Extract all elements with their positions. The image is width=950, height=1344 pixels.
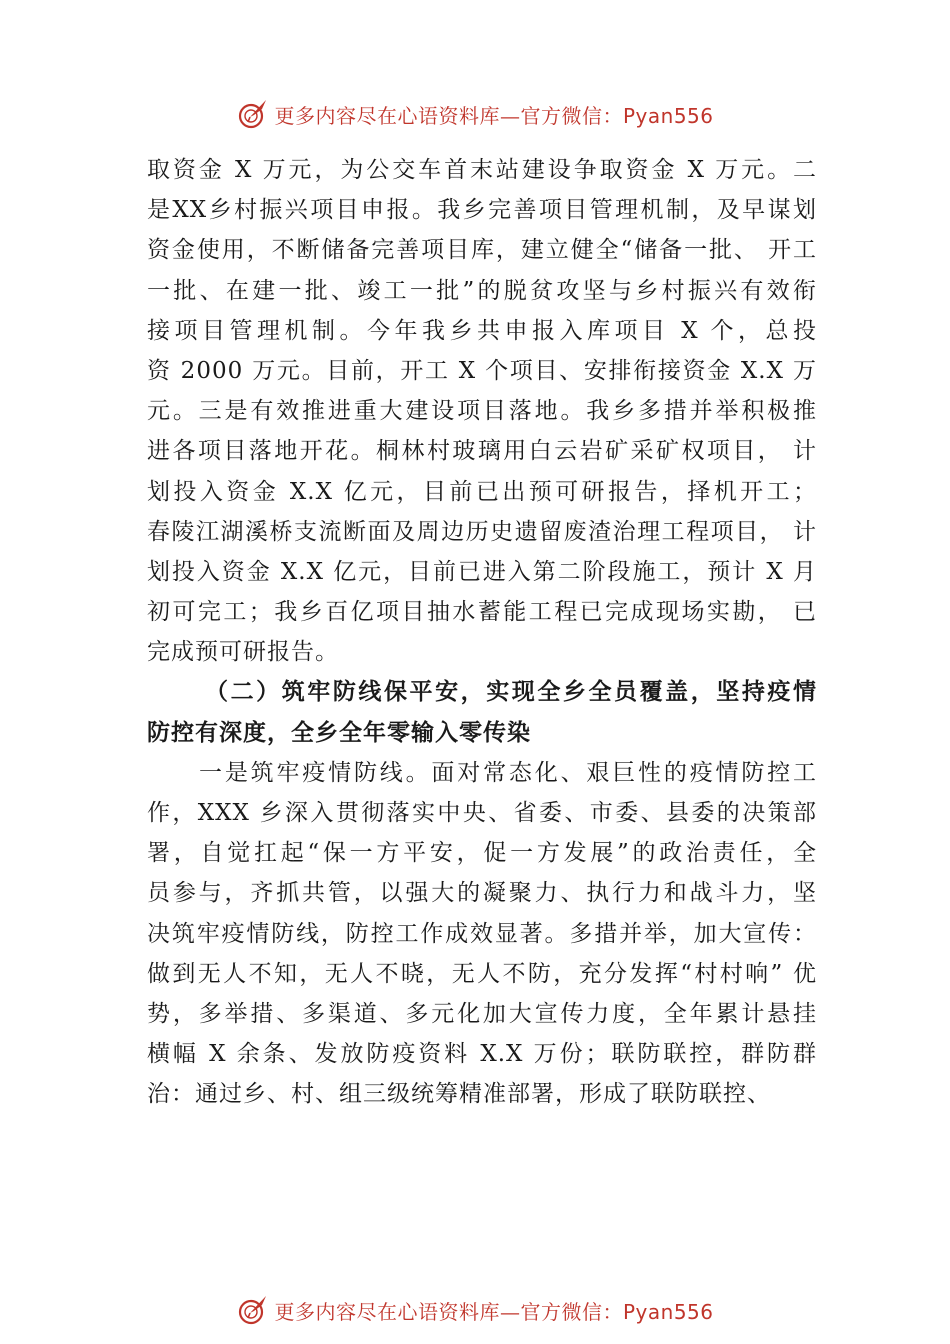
text-line: 划投入资金 X.X 亿元，目前已出预可研报告，择机开工； bbox=[147, 478, 817, 505]
text-line: 春陵江湖溪桥支流断面及周边历史遗留废渣治理工程项目， 计 bbox=[147, 518, 817, 545]
watermark-text: 更多内容尽在心语资料库—官方微信：Pyan556 bbox=[274, 103, 714, 128]
text-line: 员参与，齐抓共管，以强大的凝聚力、执行力和战斗力，坚 bbox=[147, 880, 817, 907]
text-line: 资金使用，不断储备完善项目库，建立健全“储备一批、 开工 bbox=[147, 237, 817, 264]
watermark-id: Pyan556 bbox=[622, 1299, 714, 1324]
text-line: 完成预可研报告。 bbox=[147, 639, 339, 666]
text-line: 元。三是有效推进重大建设项目落地。我乡多措并举积极推 bbox=[147, 398, 817, 425]
text-line: 横幅 X 余条、发放防疫资料 X.X 万份；联防联控，群防群 bbox=[147, 1041, 817, 1068]
text-line: 接项目管理机制。今年我乡共申报入库项目 X 个，总投 bbox=[147, 317, 817, 344]
quill-logo-icon bbox=[236, 97, 270, 131]
text-line: 一是筑牢疫情防线。面对常态化、艰巨性的疫情防控工 bbox=[199, 759, 817, 786]
watermark-id: Pyan556 bbox=[622, 103, 714, 128]
text-line: 初可完工；我乡百亿项目抽水蓄能工程已完成现场实勘， 已 bbox=[147, 599, 817, 626]
text-line: 署，自觉扛起“保一方平安，促一方发展”的政治责任，全 bbox=[147, 840, 817, 867]
footer-watermark bbox=[0, 1290, 950, 1330]
text-line: 资 2000 万元。目前，开工 X 个项目、安排衔接资金 X.X 万 bbox=[147, 357, 817, 384]
text-line: 取资金 X 万元，为公交车首末站建设争取资金 X 万元。二 bbox=[147, 157, 817, 183]
text-line: 作，XXX 乡深入贯彻落实中央、省委、市委、县委的决策部 bbox=[147, 800, 817, 826]
text-line: 划投入资金 X.X 亿元，目前已进入第二阶段施工，预计 X 月 bbox=[147, 558, 817, 585]
text-line: 进各项目落地开花。桐林村玻璃用白云岩矿采矿权项目， 计 bbox=[147, 438, 817, 465]
document-body bbox=[147, 150, 817, 1115]
quill-logo-icon bbox=[236, 1293, 270, 1327]
watermark-text: 更多内容尽在心语资料库—官方微信：Pyan556 bbox=[274, 1299, 714, 1324]
header-watermark bbox=[0, 94, 950, 134]
text-line: 做到无人不知，无人不晓，无人不防，充分发挥“村村响” 优 bbox=[147, 960, 817, 987]
section-heading: 防控有深度，全乡全年零输入零传染 bbox=[147, 718, 531, 746]
section-heading: （二）筑牢防线保平安，实现全乡全员覆盖，坚持疫情 bbox=[205, 678, 817, 706]
text-line: 势，多举措、多渠道、多元化加大宣传力度，全年累计悬挂 bbox=[147, 1000, 817, 1027]
text-line: 是XX乡村振兴项目申报。我乡完善项目管理机制，及早谋划 bbox=[147, 197, 817, 224]
text-line: 一批、在建一批、竣工一批”的脱贫攻坚与乡村振兴有效衔 bbox=[147, 277, 817, 304]
text-line: 治：通过乡、村、组三级统筹精准部署，形成了联防联控、 bbox=[147, 1081, 771, 1108]
text-line: 决筑牢疫情防线，防控工作成效显著。多措并举，加大宣传： bbox=[147, 920, 817, 947]
